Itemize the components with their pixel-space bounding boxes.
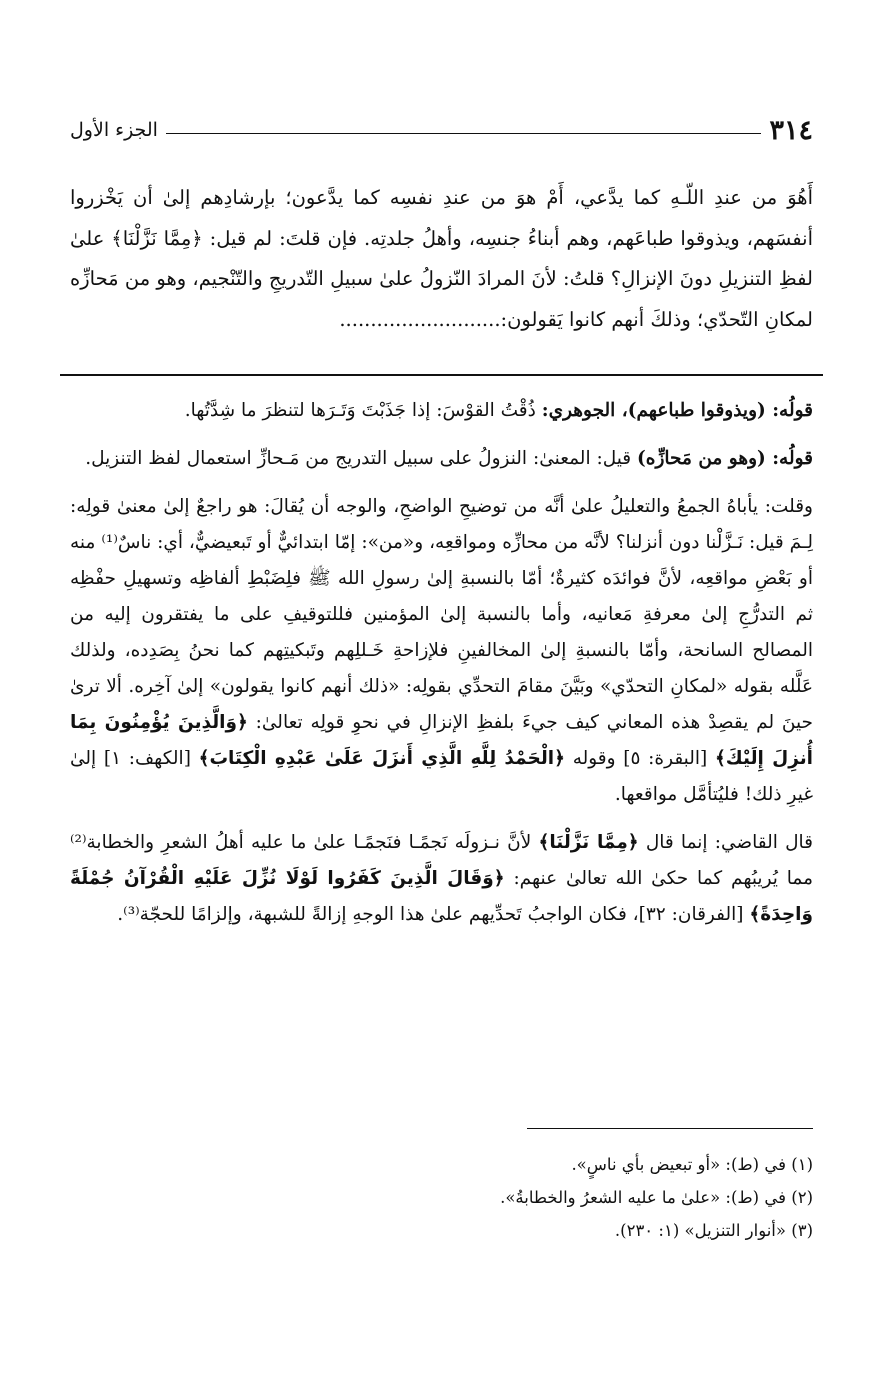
commentary-text: [الفرقان: ٣٢]، فكان الواجبُ تَحدِّيهم علىٰ هذا الوجهِ إزالةً للشبهة، وإلزامًا للحجّة⁽³⁾. [117, 904, 750, 925]
footnote-rule [527, 1128, 813, 1129]
commentary-text: ذُقْتُ القوْسَ: إذا جَذَبْتَ وَتَـرَها لتنظرَ ما شِدَّتُها. [184, 400, 542, 421]
footnotes-block [70, 1148, 813, 1247]
running-title: الجزء الأول [70, 119, 158, 141]
footnote-3: (٣) «أنوار التنزيل» (١: ٢٣٠). [614, 1221, 813, 1240]
book-page [70, 0, 813, 1393]
quran-verse: ﴿وَالَّذِينَ يُؤْمِنُونَ بِمَا أُنزِلَ إِلَيْكَ﴾ [70, 712, 813, 769]
commentary-note-3 [70, 489, 813, 813]
commentary-text: [الكهف: ١] إلىٰ غيرِ ذلك! فليُتأمَّل مواقعها. [70, 748, 813, 805]
page-header [70, 112, 813, 148]
main-text-block [70, 178, 813, 340]
header-rule [166, 133, 762, 134]
quran-verse: ﴿مِمَّا نَزَّلْنَا﴾ [538, 832, 639, 853]
commentary-note-1 [70, 393, 813, 429]
footnote-2: (٢) في (ط): «علىٰ ما عليه الشعرُ والخطابةُ». [500, 1188, 813, 1207]
commentary-text: قال القاضي: إنما قال [638, 832, 814, 853]
commentary-text: قيل: المعنىٰ: النزولُ على سبيل التدريج من مَـحازِّ استعمال لفظ التنزيل. [85, 448, 638, 469]
commentary-block [70, 393, 813, 943]
commentary-lemma: قولُه: (ويذوقوا طباعهم)، الجوهري: [541, 400, 813, 421]
page-number: ٣١٤ [769, 114, 813, 146]
commentary-note-2 [70, 441, 813, 477]
main-text-paragraph: أَهُوَ من عندِ اللّـهِ كما يدَّعي، أَمْ هوَ من عندِ نفسِه كما يدَّعون؛ بإرشادِهم إلىٰ أن يَخْزروا أنفسَهم، ويذوقوا طباعَهم، وهم أبناءُ جنسِه، وأهلُ جلدتِه. فإن قلتَ: لم قيل: ﴿مِمَّا نَزَّلْنَا﴾ علىٰ لفظِ التنزيلِ دونَ الإنزالِ؟ قلتُ: لأنَ المرادَ النّزولُ علىٰ سبيلِ التّدريجِ والتّنْجيم، وهو من مَحازِّه لمكانِ التّحدّي؛ وذلكَ أنهم كانوا يَقولون:.......................... [70, 186, 813, 331]
commentary-lemma: قولُه: (وهو من مَحازِّه) [637, 448, 813, 469]
quran-verse: ﴿وَقَالَ الَّذِينَ كَفَرُوا لَوْلَا نُزِّلَ عَلَيْهِ الْقُرْآنُ جُمْلَةً وَاحِدَةً﴾ [70, 868, 813, 925]
commentary-text: [البقرة: ٥] وقوله [564, 748, 715, 769]
commentary-text: لأنَّ نـزولَه نَجمًـا فنَجمًـا علىٰ ما عليه أهلُ الشعرِ والخطابة⁽²⁾ مما يُريبُهم كما حكىٰ الله تعالىٰ عنهم: [70, 832, 813, 889]
commentary-text: وقلت: يأباهُ الجمعُ والتعليلُ علىٰ أنَّه من توضيحِ الواضحِ، والوجه أن يُقالَ: هو راجعٌ إلىٰ معنىٰ قولِه: لِـمَ قيل: نَـزَّلْنا دون أنزلنا؟ لأنَّه من محازِّه ومواقعِه، و«من»: إمّا ابتدائيٌّ أو تَبعيضيٌّ، أي: ناسٌ⁽¹⁾ منه أو بَعْضِ مواقعِه، لأنَّ فوائدَه كثيرةٌ؛ أمّا بالنسبةِ إلىٰ رسولِ الله ﷺ فلِضَبْطِ ألفاظِه وتسهيلِ حفْظِه ثم التدرُّجِ إلىٰ معرفةِ مَعانيه، وأما بالنسبة إلىٰ المؤمنين فللتوقيفِ على ما يفتقرون إليه من المصالح السانحة، وأمّا بالنسبةِ إلىٰ المخالفينِ فلإزاحةِ خَـللِهم وتَبكيتِهم كما نحنُ بِصَدِده، ولذلك عَلَّله بقوله «لمكانِ التحدّي» وبَيَّنَ مقامَ التحدِّي بقولِه: «ذلك أنهم كانوا يقولون» إلىٰ آخِره. ألا ترىٰ حينَ لم يقصِدْ هذه المعاني كيف جيءَ بلفظِ الإنزالِ في نحوِ قولِه تعالىٰ: [70, 496, 813, 733]
commentary-note-4 [70, 825, 813, 933]
footnote-1: (١) في (ط): «أو تبعيض بأي ناسٍ». [571, 1155, 813, 1174]
main-commentary-divider [60, 374, 823, 376]
quran-verse: ﴿الْحَمْدُ لِلَّهِ الَّذِي أَنزَلَ عَلَىٰ عَبْدِهِ الْكِتَابَ﴾ [198, 748, 565, 769]
